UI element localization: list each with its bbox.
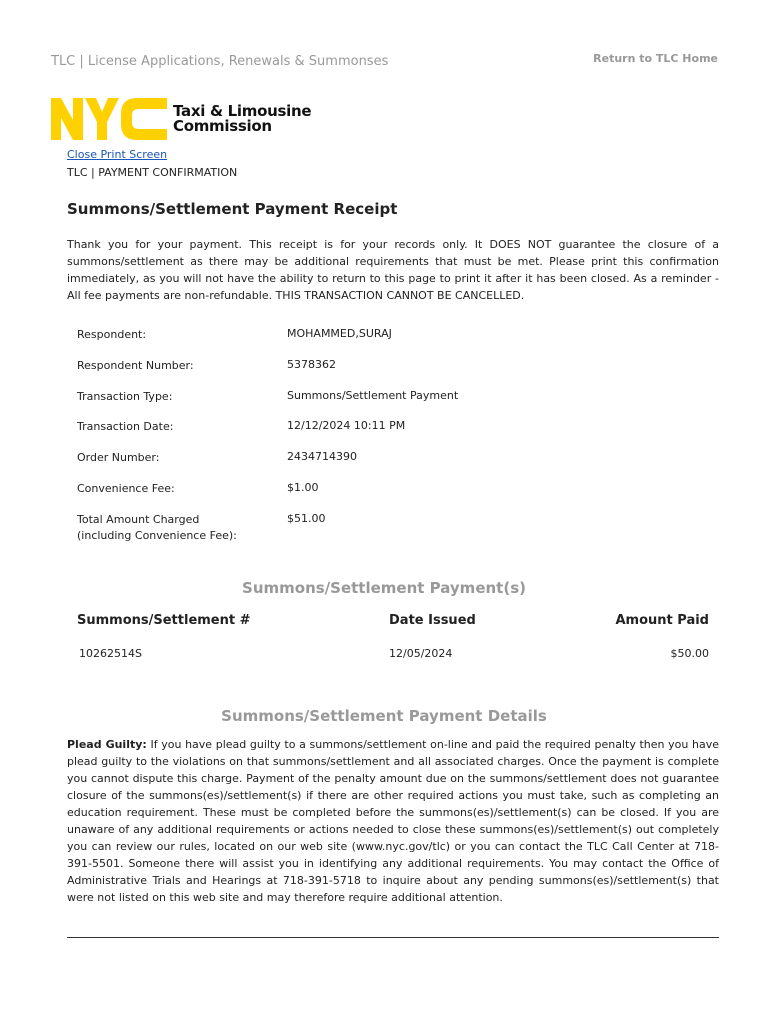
cell-date-issued: 12/05/2024 — [389, 647, 453, 660]
confirmation-label: TLC | PAYMENT CONFIRMATION — [67, 166, 238, 179]
field-value-convenience-fee: $1.00 — [287, 481, 319, 494]
return-home-link[interactable]: Return to TLC Home — [593, 52, 718, 65]
logo-text-line1: Taxi & Limousine — [173, 102, 312, 120]
nyc-logo-mark — [51, 98, 167, 140]
col-header-summons-number: Summons/Settlement # — [77, 613, 251, 628]
col-header-date-issued: Date Issued — [389, 613, 476, 628]
field-label-convenience-fee: Convenience Fee: — [77, 482, 175, 495]
field-label-transaction-type: Transaction Type: — [77, 390, 173, 403]
field-value-transaction-type: Summons/Settlement Payment — [287, 389, 459, 402]
page-header-title: TLC | License Applications, Renewals & Summonses — [51, 54, 389, 69]
field-value-total-amount: $51.00 — [287, 512, 326, 525]
field-label-total-line2: (including Convenience Fee): — [77, 529, 237, 542]
field-label-respondent-number: Respondent Number: — [77, 359, 194, 372]
details-lead: Plead Guilty: — [67, 738, 147, 751]
details-heading: Summons/Settlement Payment Details — [221, 707, 547, 725]
field-label-respondent: Respondent: — [77, 328, 147, 341]
receipt-title: Summons/Settlement Payment Receipt — [67, 200, 398, 218]
field-value-order-number: 2434714390 — [287, 450, 357, 463]
logo-text-line2: Commission — [173, 117, 272, 135]
field-value-respondent-number: 5378362 — [287, 358, 336, 371]
field-label-total-line1: Total Amount Charged — [77, 513, 200, 526]
field-value-transaction-date: 12/12/2024 10:11 PM — [287, 419, 406, 432]
nyc-tlc-logo — [51, 98, 311, 140]
divider — [67, 937, 719, 938]
col-header-amount-paid: Amount Paid — [615, 613, 709, 628]
field-value-respondent: MOHAMMED,SURAJ — [287, 327, 392, 340]
details-text — [67, 736, 719, 906]
logo-text — [173, 104, 311, 134]
details-body: If you have plead guilty to a summons/settlement on-line and paid the required penalty then you have plead guilty to the violations on that summons/settlement and all associated charges. Once the payment is complete you cannot dispute this charge. Payment of the penalty amount due on the summons/settlement does not guarantee closure of the summons(es)/settlement(s) if there are other required actions you must take, such as completing an education requirement. These must be completed before the summons(es)/settlement(s) can be closed. If you are unaware of any additional requirements or actions needed to close these summons(es)/settlement(s) out completely you can review our rules, located on our web site (www.nyc.gov/tlc) or you can contact the TLC Call Center at 718-391-5501. Someone there will assist you in identifying any additional requirements. You may contact the Office of Administrative Trials and Hearings at 718-391-5718 to inquire about any pending summons(es)/settlement(s) that were not listed on this web site and may therefore require additional attention. — [67, 738, 720, 904]
payments-heading: Summons/Settlement Payment(s) — [242, 579, 526, 597]
cell-summons-number: 10262514S — [79, 647, 142, 660]
field-label-order-number: Order Number: — [77, 451, 160, 464]
cell-amount-paid: $50.00 — [670, 647, 709, 660]
receipt-intro: Thank you for your payment. This receipt is for your records only. It DOES NOT guarantee the closure of a summons/settlement as there may be additional requirements that must be met. Please print this confirmation immediately, as you will not have the ability to return to this page to print it after it has been closed. As a reminder - All fee payments are non-refundable. THIS TRANSACTION CANNOT BE CANCELLED. — [67, 238, 719, 302]
field-label-transaction-date: Transaction Date: — [77, 420, 174, 433]
close-print-screen-link[interactable]: Close Print Screen — [67, 148, 168, 161]
field-label-total-amount — [77, 512, 237, 544]
